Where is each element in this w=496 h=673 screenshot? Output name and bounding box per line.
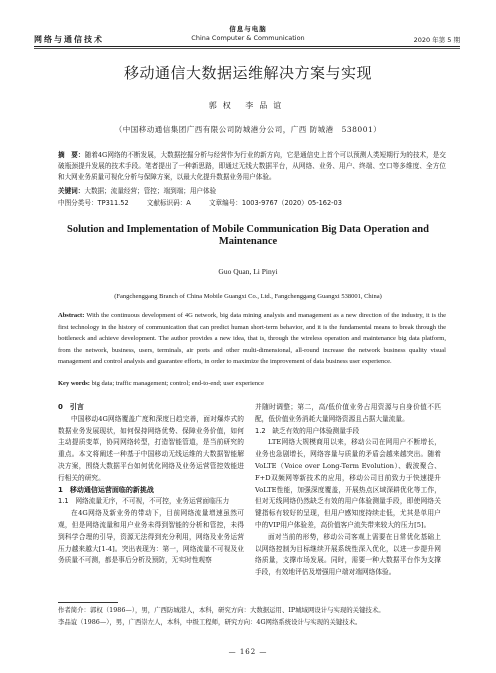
section-1-heading: 1 移动通信运营面临的新挑战 — [58, 485, 154, 494]
authors-cn: 郭权 李品谊 — [208, 101, 288, 110]
footnote-author-2: 李品谊（1986—），男，广西崇左人，本科，中级工程师，研究方向：4G网络系统设计与实现的关键技术。 — [58, 618, 362, 626]
abstract-en-label: Abstract: — [58, 312, 85, 319]
keywords-cn-text: 大数据；流量经营；管控；端到端；用户体验 — [84, 187, 217, 195]
article-title-en: Solution and Implementation of Mobile Communication Big Data Operation and Maintenance — [67, 224, 429, 247]
keywords-cn — [58, 185, 446, 195]
header-rule — [34, 46, 460, 47]
affiliation-cn: （中国移动通信集团广西有限公司防城港分公司，广西 防城港 538001） — [114, 125, 382, 134]
article-title-cn: 移动通信大数据运维解决方案与实现 — [123, 64, 372, 82]
classification-line — [58, 197, 446, 207]
section-0-heading: 0 引言 — [58, 403, 84, 411]
affiliation-en: (Fangchenggang Branch of China Mobile Guangxi Co., Ltd., Fangchenggang Guangxi 538001, China) — [114, 293, 382, 300]
body-left-column — [58, 402, 244, 567]
keywords-en — [58, 380, 446, 387]
header-rule-thin — [34, 48, 460, 49]
journal-section-title: 网络与通信技术 — [34, 35, 104, 44]
issue-label: 2020 年第 5 期 — [413, 36, 460, 44]
keywords-en-label: Key words: — [58, 380, 90, 387]
body-right-column — [255, 402, 441, 579]
abstract-cn-text: 随着4G网络的不断发展，大数据挖掘分析与经营作为行业的新方向，它是通信史上首个可以预测人类短期行为的技术，是交破瓶颈提升发展的技术手段。笔者提出了一种新思路，即通过无线大数据平台，从网络、业务、用户、终端、空口等多维度、全方位和大网业务质量可视化分析与保障方案，以最大化提升数据业务用户体验。 — [58, 151, 447, 181]
footnote-author-1: 作者简介：郭权（1986—），男，广西防城港人，本科，研究方向：大数据运用、IP城域网设计与实现的关键技术。 — [58, 606, 385, 614]
abstract-cn — [58, 150, 446, 183]
subsection-1-2-paragraph-2: 面对当前的形势，移动公司客观上需要在日常优化基础上以网络控制为目标继续开展系统性深入优化，以进一步提升网络质量，支撑市场发展。同时，需要一种大数据平台作为支撑手段，有效地评估及增强用户端对端网络体验。 — [255, 532, 441, 577]
journal-name-en: China Computer & Communication — [191, 34, 305, 42]
section-0-paragraph: 中国移动4G网络覆盖广度和深度日趋完善，面对爆炸式的数据业务发展现状，如何保持网络优势、保障业务价值，如何主动提质变革，协同网络转型，打造智能管道，是当前研究的重点。本文将阐述一种基于中国移动无线运维的大数据智能解决方案，围绕大数据平台如何优化网络及业务运营管控效能进行相关的研究。 — [58, 414, 244, 482]
abstract-en-text: With the continuous development of 4G network, big data mining analysis and management as a new direction of the industry, it is the first technology in the history of communication that can predict human short-term behavior, and it is the fundamental means to break through the bottleneck and achieve development. The author provides a new idea, that is, through the wireless operation and maintenance big data platform, from the network, business, users, terminals, air ports and other multi-dimensional, all-round increase the network business quality visual management and control analysis and guarantee efforts, in order to maximize the improvement of data business user experience. — [58, 312, 446, 365]
keywords-cn-label: 关键词： — [58, 187, 85, 195]
article-id: 文章编号：1003-9767（2020）05-162-03 — [208, 199, 342, 207]
abstract-cn-label: 摘 要： — [58, 151, 85, 159]
document-code: 文献标识码：A — [146, 199, 191, 207]
authors-en: Guo Quan, Li Pinyi — [218, 267, 278, 276]
subsection-1-2-paragraph-1: LTE网络大规模商用以来，移动公司在网用户不断增长，业务也急剧增长，网络容量与质量的矛盾会越来越突出。随着VoLTE（Voice over Long-Term Evolution）、载波聚合、F+D双频网等新技术的应用，移动公司目前致力于快速提升VoLTE性能，加强深度覆盖，开展热点区域深耕优化等工作，但对无线网络仍然缺乏有效的用户体验测量手段，即使网络关键指标有较好的呈现，但用户感知度持续走低，尤其是单用户中的VIP用户体验差，高价值客户流失带来较大的压力[5]。 — [255, 438, 441, 529]
footnote-rule — [58, 602, 118, 603]
keywords-en-text: big data; traffic management; control; end-to-end; user experience — [91, 380, 264, 387]
abstract-en — [58, 310, 446, 368]
continued-paragraph: 并随时调整；第二，高/低价值业务占用资源与自身价值不匹配，低价值业务消耗大量网络资源且占据大量流量。 — [255, 403, 441, 423]
journal-name-cn: 信息与电脑 — [229, 25, 267, 33]
subsection-1-1-paragraph: 在4G网络及新业务的带动下，目前网络流量增速虽然可观，但是网络流量和用户业务未得到智能的分析和管控，未得到科学合理的引导，资源无法得到充分利用，网络及业务运营压力越来越大[1-4]。突出表现为：第一，网络流量不可视及业务质量不可测，都是事后分析及预防，无实时性观察 — [58, 509, 244, 565]
subsection-1-1-heading: 1.1 网络流量无序，不可视，不可控，业务运营面临压力 — [58, 497, 230, 506]
page-number: — 162 — — [228, 648, 268, 656]
subsection-1-2-heading: 1.2 缺乏有效的用户体验测量手段 — [255, 426, 360, 435]
clc-number: 中图分类号：TP311.52 — [58, 199, 129, 207]
